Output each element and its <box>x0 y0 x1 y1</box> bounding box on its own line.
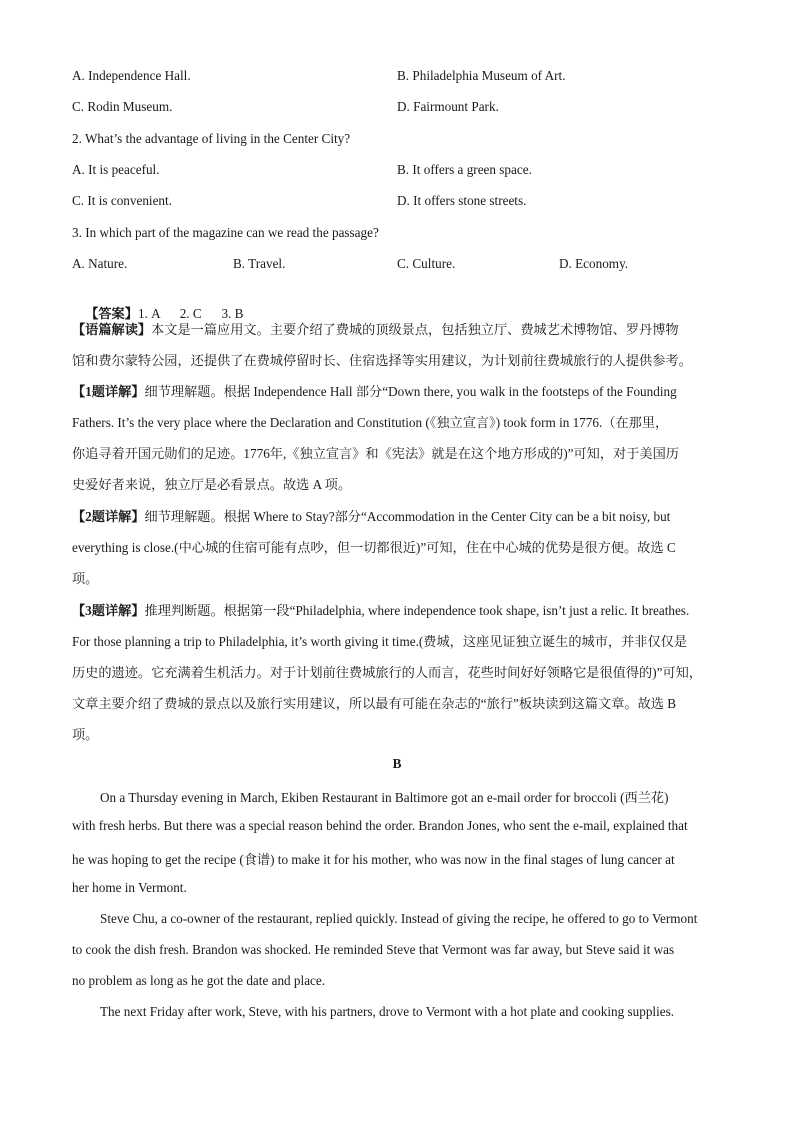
q3-question: 3. In which part of the magazine can we read the passage? <box>72 225 379 240</box>
passage-b-line-7: no problem as long as he got the date and place. <box>72 973 326 988</box>
passage-b-line-2: with fresh herbs. But there was a special reason behind the order. Brandon Jones, who sent the e-mail, explained that <box>72 818 688 833</box>
passage-b-line-3: he was hoping to get the recipe (食谱) to make it for his mother, who was now in the final stages of lung cancer at <box>72 852 675 867</box>
q2-option-d: D. It offers stone streets. <box>397 193 527 208</box>
q3-option-c: C. Culture. <box>397 256 456 271</box>
q2-detail-text-1: 细节理解题。根据 Where to Stay?部分“Accommodation in the Center City can be a bit noisy, but <box>144 509 671 524</box>
section-b-heading: B <box>392 756 402 771</box>
q1-option-b: B. Philadelphia Museum of Art. <box>397 68 566 83</box>
q3-detail-line-3: 历史的遗迹。它充满着生机活力。对于计划前往费城旅行的人而言，花些时间好好领略它是很值得的)”可知， <box>72 665 703 680</box>
passage-b-line-8: The next Friday after work, Steve, with his partners, drove to Vermont with a hot plate and cooking supplies. <box>100 1004 675 1019</box>
q2-detail-line-2: everything is close.(中心城的住宿可能有点吵，但一切都很近)”可知，住在中心城的优势是很方便。故选 C <box>72 540 676 555</box>
analysis-line-1 <box>72 319 679 338</box>
q2-detail-label: 【2题详解】 <box>72 509 145 524</box>
answer-label: 【答案】 <box>85 306 138 321</box>
passage-b-line-4: her home in Vermont. <box>72 880 187 895</box>
q1-detail-line-3: 你追寻着开国元勋们的足迹。1776年,《独立宣言》和《宪法》就是在这个地方形成的)”可知，对于美国历 <box>72 446 679 461</box>
q2-detail-line-3: 项。 <box>72 571 99 586</box>
q3-detail-line-1 <box>72 600 689 619</box>
answer-text: 1. A 2. C 3. B <box>137 306 244 321</box>
q3-detail-line-5: 项。 <box>72 727 99 742</box>
q1-detail-line-2: Fathers. It’s the very place where the Declaration and Constitution (《独立宣言》) took form in 1776.（在那里， <box>72 415 669 430</box>
q1-option-d: D. Fairmount Park. <box>397 99 499 114</box>
q1-option-a: A. Independence Hall. <box>72 68 191 83</box>
q2-detail-line-1 <box>72 506 670 525</box>
q3-option-d: D. Economy. <box>559 256 629 271</box>
q1-detail-line-4: 史爱好者来说，独立厅是必看景点。故选 A 项。 <box>72 477 352 492</box>
q1-option-c: C. Rodin Museum. <box>72 99 173 114</box>
passage-b-line-1: On a Thursday evening in March, Ekiben Restaurant in Baltimore got an e-mail order for broccoli (西兰花) <box>100 790 669 805</box>
q3-detail-line-2: For those planning a trip to Philadelphia, it’s worth giving it time.(费城，这座见证独立诞生的城市，并非仅仅是 <box>72 634 688 649</box>
q1-detail-label: 【1题详解】 <box>72 384 145 399</box>
q2-option-a: A. It is peaceful. <box>72 162 160 177</box>
q1-detail-text-1: 细节理解题。根据 Independence Hall 部分“Down there, you walk in the footsteps of the Founding <box>144 384 677 399</box>
analysis-line-2: 馆和费尔蒙特公园，还提供了在费城停留时长、住宿选择等实用建议，为计划前往费城旅行的人提供参考。 <box>72 353 692 368</box>
q1-detail-line-1 <box>72 381 677 400</box>
q2-option-b: B. It offers a green space. <box>397 162 532 177</box>
q2-question: 2. What’s the advantage of living in the Center City? <box>72 131 351 146</box>
q3-detail-text-1: 推理判断题。根据第一段“Philadelphia, where independence took shape, isn’t just a relic. It breathes. <box>144 603 690 618</box>
q3-option-b: B. Travel. <box>233 256 286 271</box>
passage-b-line-5: Steve Chu, a co-owner of the restaurant, replied quickly. Instead of giving the recipe, he offered to go to Vermont <box>100 911 698 926</box>
analysis-text-1: 本文是一篇应用文。主要介绍了费城的顶级景点，包括独立厅、费城艺术博物馆、罗丹博物 <box>151 322 679 337</box>
q3-detail-line-4: 文章主要介绍了费城的景点以及旅行实用建议，所以最有可能在杂志的“旅行”板块读到这篇文章。故选 B <box>72 696 677 711</box>
analysis-label: 【语篇解读】 <box>72 322 152 337</box>
q2-option-c: C. It is convenient. <box>72 193 172 208</box>
passage-b-line-6: to cook the dish fresh. Brandon was shocked. He reminded Steve that Vermont was far away, but Steve said it was <box>72 942 675 957</box>
q3-detail-label: 【3题详解】 <box>72 603 145 618</box>
q3-option-a: A. Nature. <box>72 256 128 271</box>
